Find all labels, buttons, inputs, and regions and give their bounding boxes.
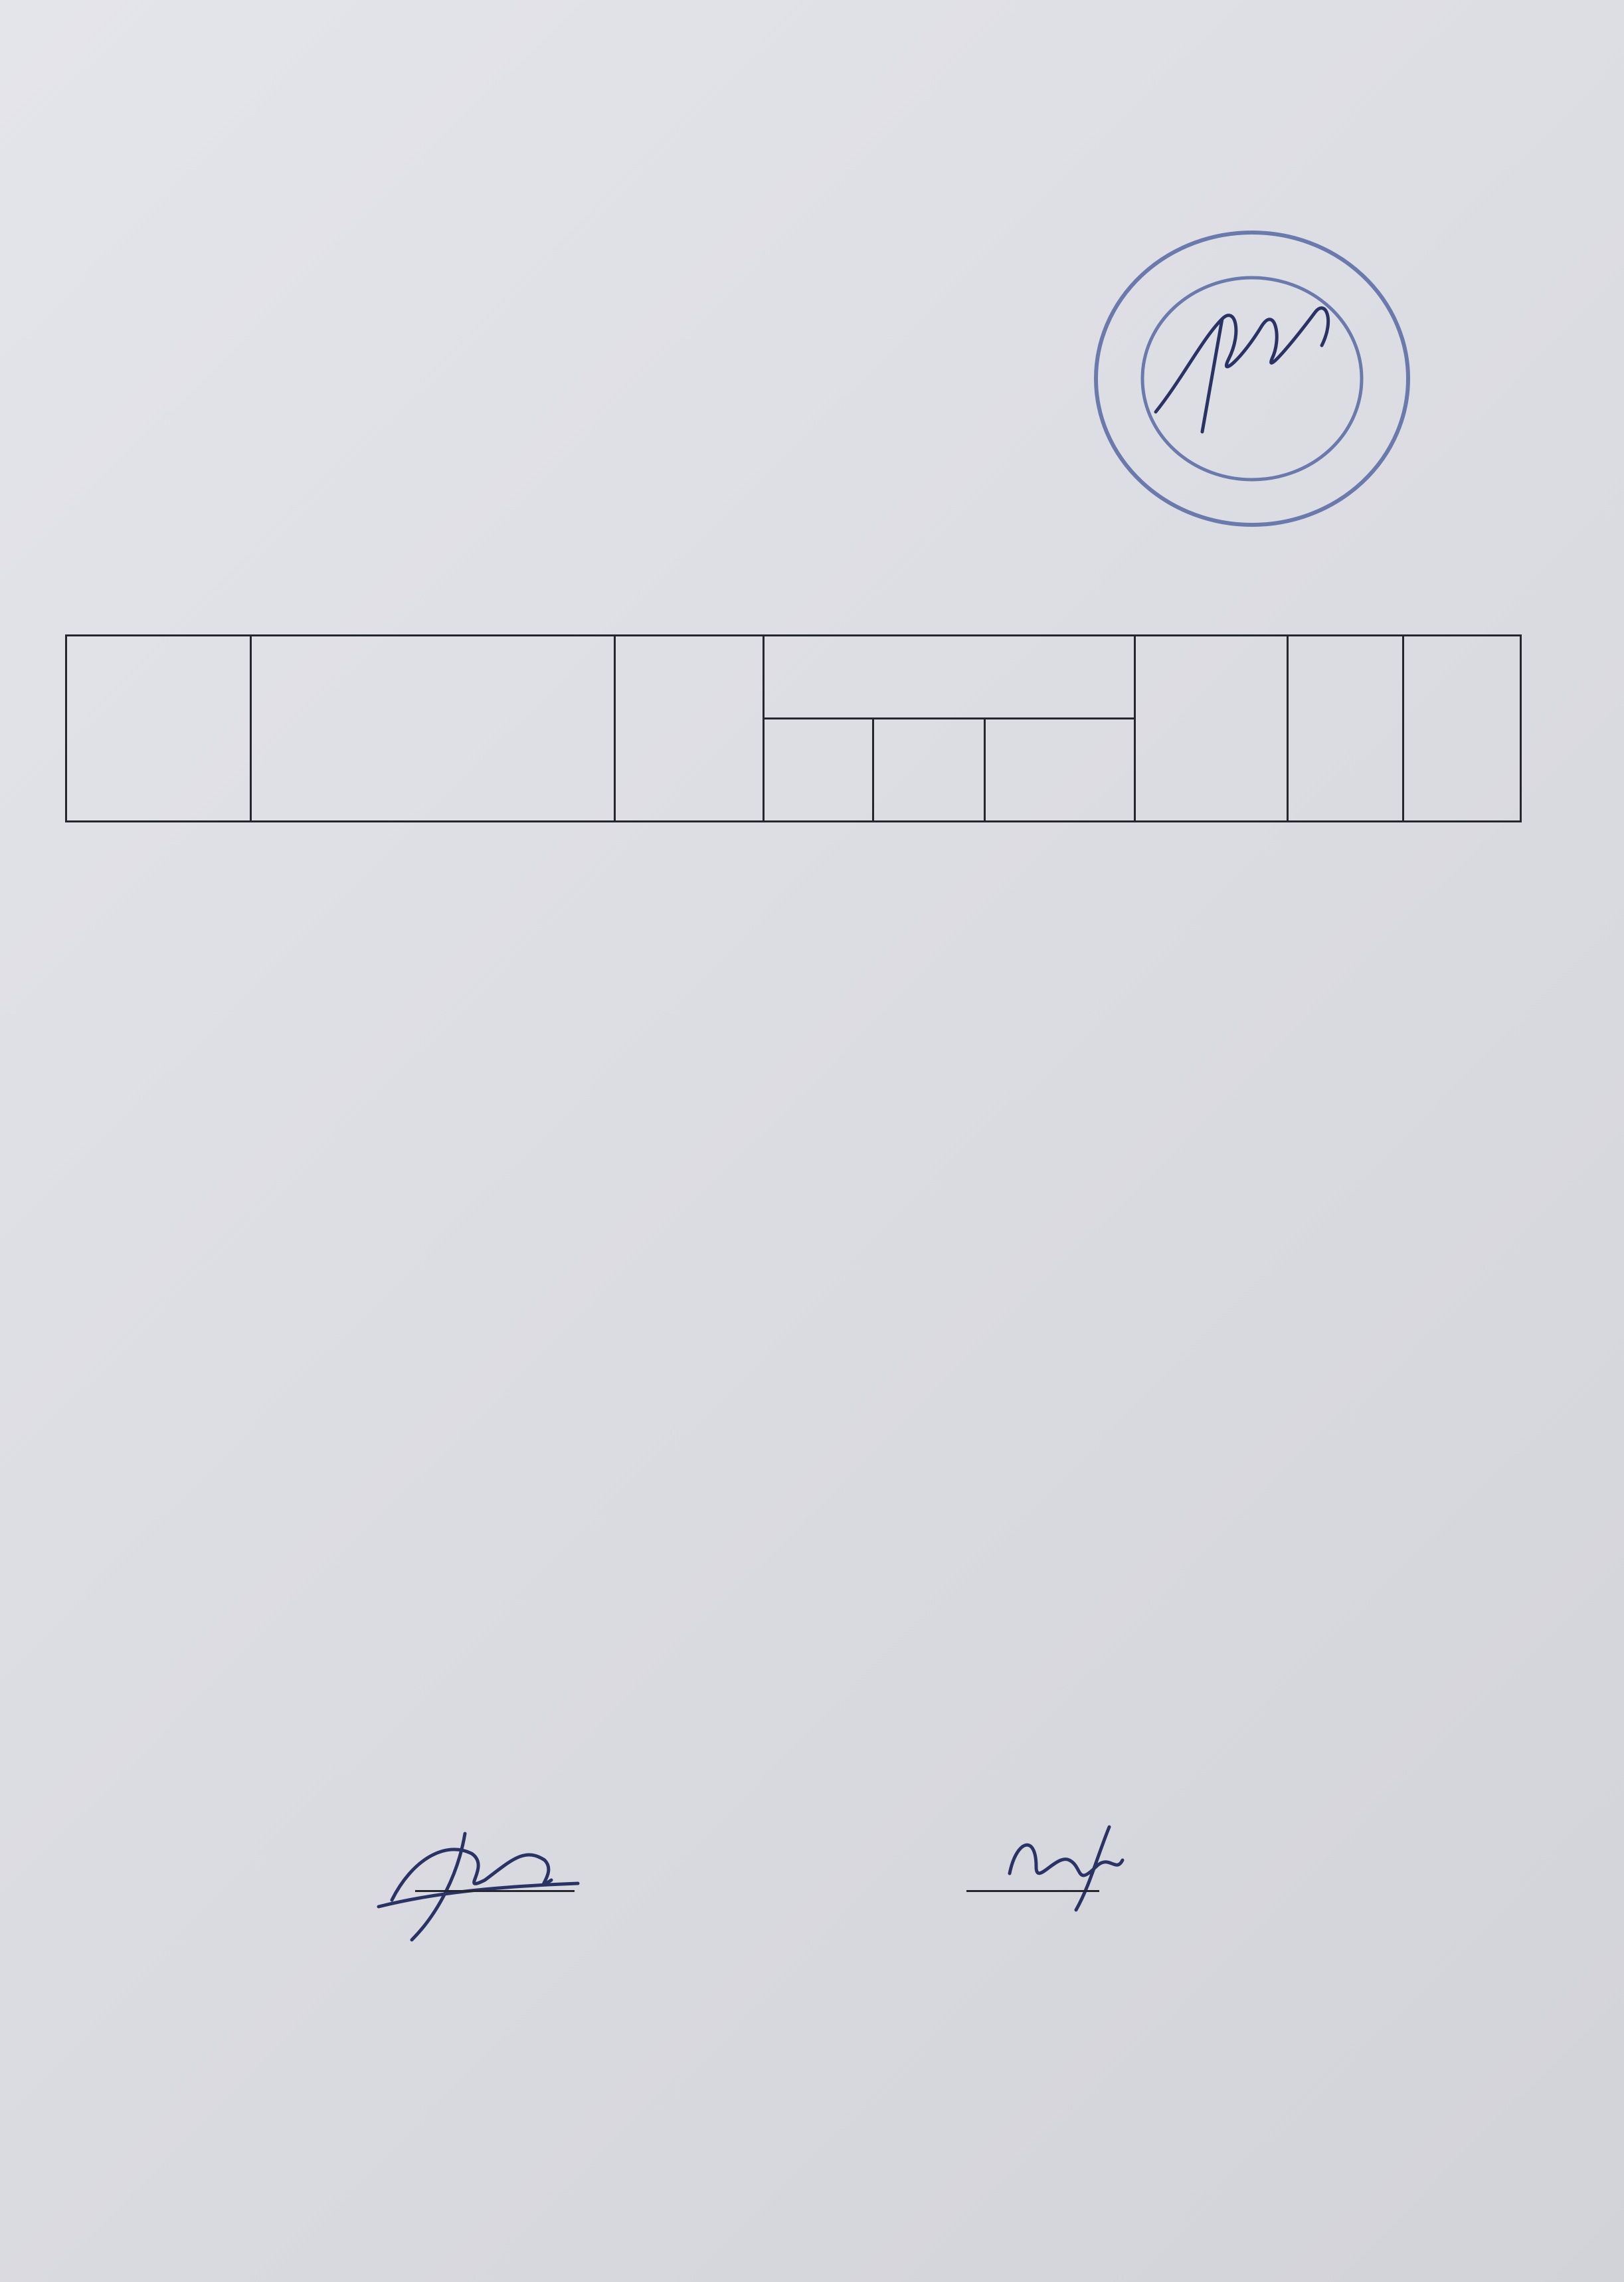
header-energy bbox=[1135, 636, 1288, 822]
nurse-signature-line bbox=[415, 1890, 575, 1892]
header-dish bbox=[251, 636, 615, 822]
cook-signature-line bbox=[966, 1890, 1099, 1892]
signature-footer bbox=[226, 1857, 1488, 1930]
menu-table bbox=[65, 634, 1522, 822]
header-carbs bbox=[985, 719, 1135, 822]
header-meal bbox=[66, 636, 251, 822]
header-protein bbox=[764, 719, 873, 822]
director-signature bbox=[1142, 279, 1362, 438]
header-weight bbox=[615, 636, 764, 822]
header-recipe bbox=[1288, 636, 1403, 822]
header-fat bbox=[873, 719, 985, 822]
header-nutrients bbox=[764, 636, 1135, 719]
header-price bbox=[1403, 636, 1521, 822]
